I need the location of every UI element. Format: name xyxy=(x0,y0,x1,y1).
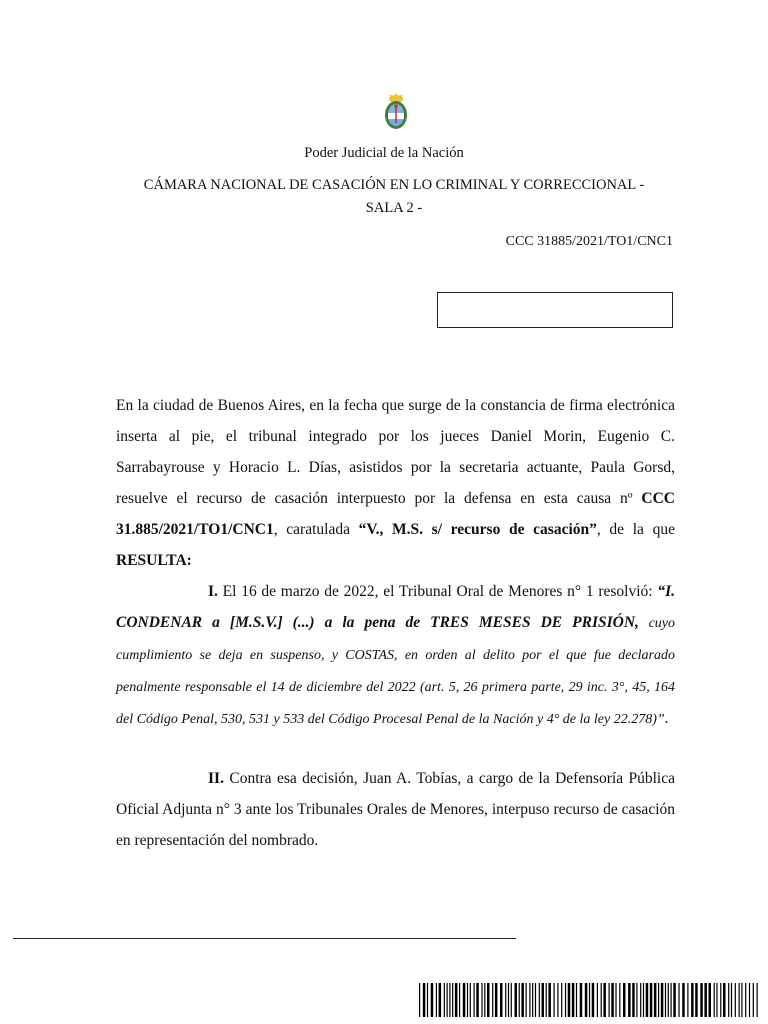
paragraph-i-end: . xyxy=(664,710,669,727)
paragraph-ii-text: Contra esa decisión, Juan A. Tobías, a cargo de la Defensoría Pública Oficial Adjunta n° 3 ante los Tribunales Orales de Menores, interpuso recurso de casación en representación del nombrado. xyxy=(116,770,675,849)
resulta-heading: RESULTA: xyxy=(116,552,192,569)
paragraph-ii-number: II. xyxy=(208,770,224,787)
stamp-box xyxy=(437,292,673,328)
chamber-title xyxy=(110,174,678,220)
argentina-coat-of-arms-icon xyxy=(381,93,411,133)
signature-line xyxy=(13,938,516,939)
court-name: Poder Judicial de la Nación xyxy=(304,145,464,161)
paragraph-i-text: El 16 de marzo de 2022, el Tribunal Oral de Menores n° 1 resolvió: xyxy=(217,583,658,600)
intro-text: En la ciudad de Buenos Aires, en la fecha que surge de la constancia de firma electrónica inserta al pie, el tribunal integrado por los jueces Daniel Morin, Eugenio C. Sarrabayrouse y Horacio L. Días, asistidos por la secretaria actuante, Paula Gorsd, resuelve el recurso de casación interpuesto por la defensa en esta causa nº xyxy=(116,397,675,507)
chamber-title-line1: CÁMARA NACIONAL DE CASACIÓN EN LO CRIMINAL Y CORRECCIONAL - xyxy=(143,177,645,193)
paragraph-ii xyxy=(116,763,675,856)
barcode-icon xyxy=(419,983,761,1017)
case-reference: CCC 31885/2021/TO1/CNC1 xyxy=(505,234,673,249)
chamber-title-line2: SALA 2 - xyxy=(365,200,423,216)
paragraph-i xyxy=(116,576,675,735)
sentence-quote: cuyo cumplimiento se deja en suspenso, y COSTAS, en orden al delito por el que fue declarado penalmente responsable el 14 de diciembre del 2022 (art. 5, 26 primera parte, 29 inc. 3°, 45, 164 del Código Penal, 530, 531 y 533 del Código Procesal Penal de la Nación y 4° de la ley 22.278)” xyxy=(116,616,675,727)
paragraph-intro xyxy=(116,390,675,576)
sentence-quote-bold: “I. CONDENAR a [M.S.V.] (...) a la pena de TRES MESES DE PRISIÓN, xyxy=(116,583,675,631)
case-caption: “V., M.S. s/ recurso de casación” xyxy=(358,521,597,538)
intro-text-3: , de la que xyxy=(596,521,675,538)
intro-text-2: , caratulada xyxy=(273,521,359,538)
paragraph-i-number: I. xyxy=(208,583,218,600)
case-number: CCC 31.885/2021/TO1/CNC1 xyxy=(116,490,675,538)
